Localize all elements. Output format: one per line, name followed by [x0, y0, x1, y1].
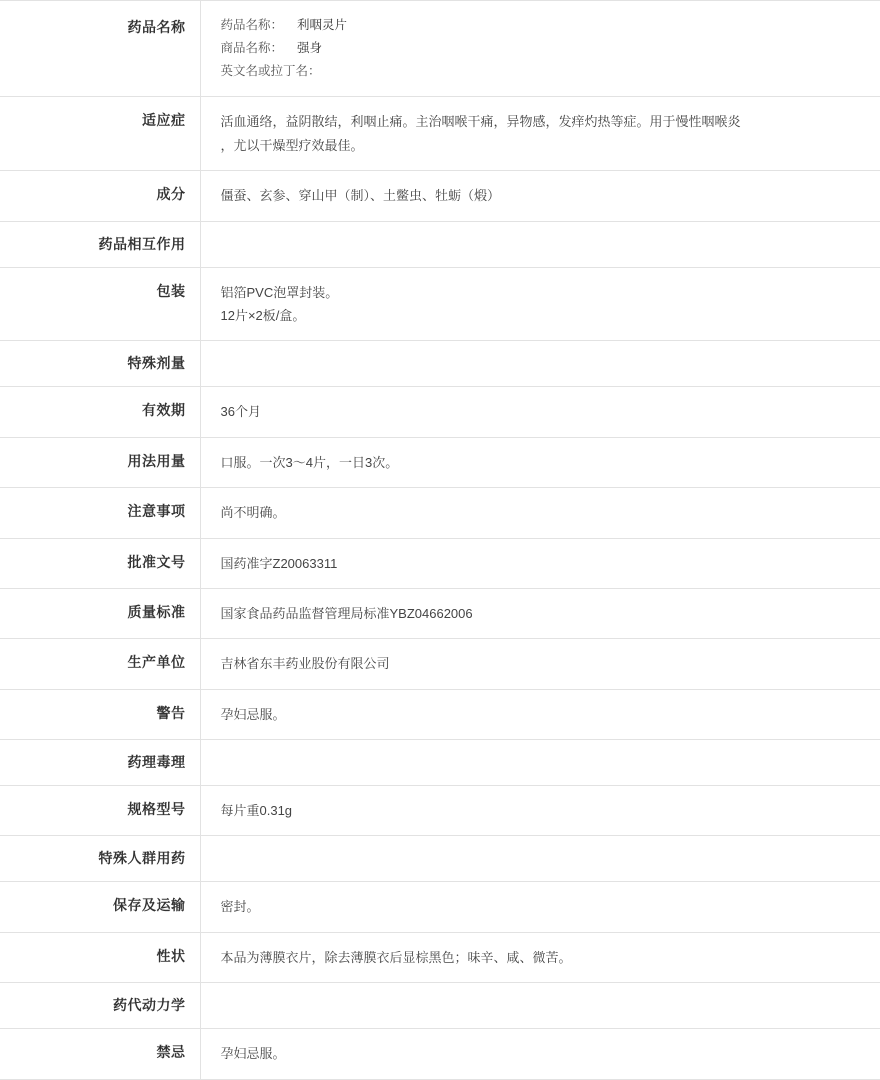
table-row: [0, 983, 880, 1029]
row-label: 药代动力学: [113, 997, 186, 1014]
row-label: 包装: [156, 282, 186, 299]
row-value: [200, 387, 880, 437]
row-value: [200, 1029, 880, 1079]
sub-field-key: 药品名称：: [220, 18, 284, 32]
row-label: 适应症: [142, 112, 186, 129]
sub-field: [221, 60, 869, 83]
table-row: [0, 97, 880, 171]
row-value: [200, 171, 880, 221]
row-value: [200, 97, 880, 171]
row-value-line: 孕妇忌服。: [220, 706, 286, 722]
row-label: 药理毒理: [127, 754, 186, 771]
drug-info-table-body: [0, 1, 880, 1080]
row-value: [200, 437, 880, 487]
row-label: 性状: [156, 947, 186, 964]
row-label: 质量标准: [127, 603, 186, 620]
row-value: [200, 740, 880, 786]
row-value-line: 每片重0.31g: [220, 803, 293, 819]
row-value-line: 吉林省东丰药业股份有限公司: [220, 656, 390, 672]
row-value: [200, 267, 880, 341]
table-row: [0, 689, 880, 739]
row-value-line: 尚不明确。: [220, 505, 286, 521]
sub-field-key: 英文名或拉丁名：: [220, 64, 321, 79]
row-value: [200, 983, 880, 1029]
table-row: [0, 538, 880, 588]
table-row: [0, 1029, 880, 1079]
row-value-line: 密封。: [220, 899, 260, 915]
row-value: [200, 932, 880, 982]
table-row: [0, 836, 880, 882]
row-value: [200, 488, 880, 538]
table-row: [0, 488, 880, 538]
row-label: 保存及运输: [113, 897, 186, 914]
row-label: 规格型号: [127, 801, 186, 818]
row-value: [200, 689, 880, 739]
row-value: [200, 341, 880, 387]
table-row: [0, 341, 880, 387]
row-label: 有效期: [142, 402, 186, 419]
row-label: 注意事项: [127, 503, 186, 520]
table-row: [0, 437, 880, 487]
row-value: [200, 221, 880, 267]
row-value-line: 国药准字Z20063311: [220, 555, 338, 571]
table-row: [0, 932, 880, 982]
row-label: 成分: [156, 186, 186, 203]
row-value-line: 36个月: [220, 404, 261, 420]
table-row: [0, 882, 880, 932]
row-value-line: ，尤以干燥型疗效最佳。: [220, 137, 364, 153]
row-value: [200, 639, 880, 689]
row-label: 批准文号: [127, 553, 186, 570]
row-value-line: 僵蚕、玄参、穿山甲（制）、土鳖虫、牡蛎（煅）: [220, 188, 501, 204]
table-row: [0, 267, 880, 341]
sub-field-key: 商品名称：: [220, 41, 284, 56]
row-value: [200, 882, 880, 932]
row-value: [200, 786, 880, 836]
table-row: [0, 171, 880, 221]
table-row: [0, 786, 880, 836]
table-row: [0, 387, 880, 437]
row-value-line: 铝箔PVC泡罩封装。: [220, 284, 339, 300]
row-label: 特殊人群用药: [98, 850, 186, 867]
row-value: [200, 538, 880, 588]
row-label: 禁忌: [156, 1044, 186, 1061]
row-label: 生产单位: [127, 654, 186, 671]
sub-field: [221, 14, 869, 37]
table-row: [0, 740, 880, 786]
row-value-line: 本品为薄膜衣片，除去薄膜衣后显棕黑色；味辛、咸、微苦。: [220, 949, 572, 965]
table-row: [0, 639, 880, 689]
row-value-line: 国家食品药品监督管理局标准YBZ04662006: [220, 605, 473, 621]
table-row: [0, 221, 880, 267]
sub-field-value: 利咽灵片: [297, 18, 348, 32]
row-value: [200, 588, 880, 638]
row-value: [200, 836, 880, 882]
table-row: [0, 1, 880, 97]
sub-field-value: 强身: [297, 41, 323, 56]
row-value-line: 孕妇忌服。: [220, 1046, 286, 1062]
row-label: 特殊剂量: [127, 355, 186, 372]
row-value-line: 口服。一次3～4片，一日3次。: [220, 454, 399, 470]
table-row: [0, 588, 880, 638]
row-value-line: 12片×2板/盒。: [220, 307, 306, 323]
row-label: 警告: [156, 704, 186, 721]
row-label: 用法用量: [127, 452, 186, 469]
row-value: [200, 1, 880, 97]
row-label: 药品相互作用: [98, 235, 186, 252]
row-label: 药品名称: [127, 19, 186, 35]
row-value-line: 活血通络，益阴散结，利咽止痛。主治咽喉干痛，异物感，发痒灼热等症。用于慢性咽喉炎: [220, 114, 741, 130]
sub-field: [221, 37, 869, 60]
